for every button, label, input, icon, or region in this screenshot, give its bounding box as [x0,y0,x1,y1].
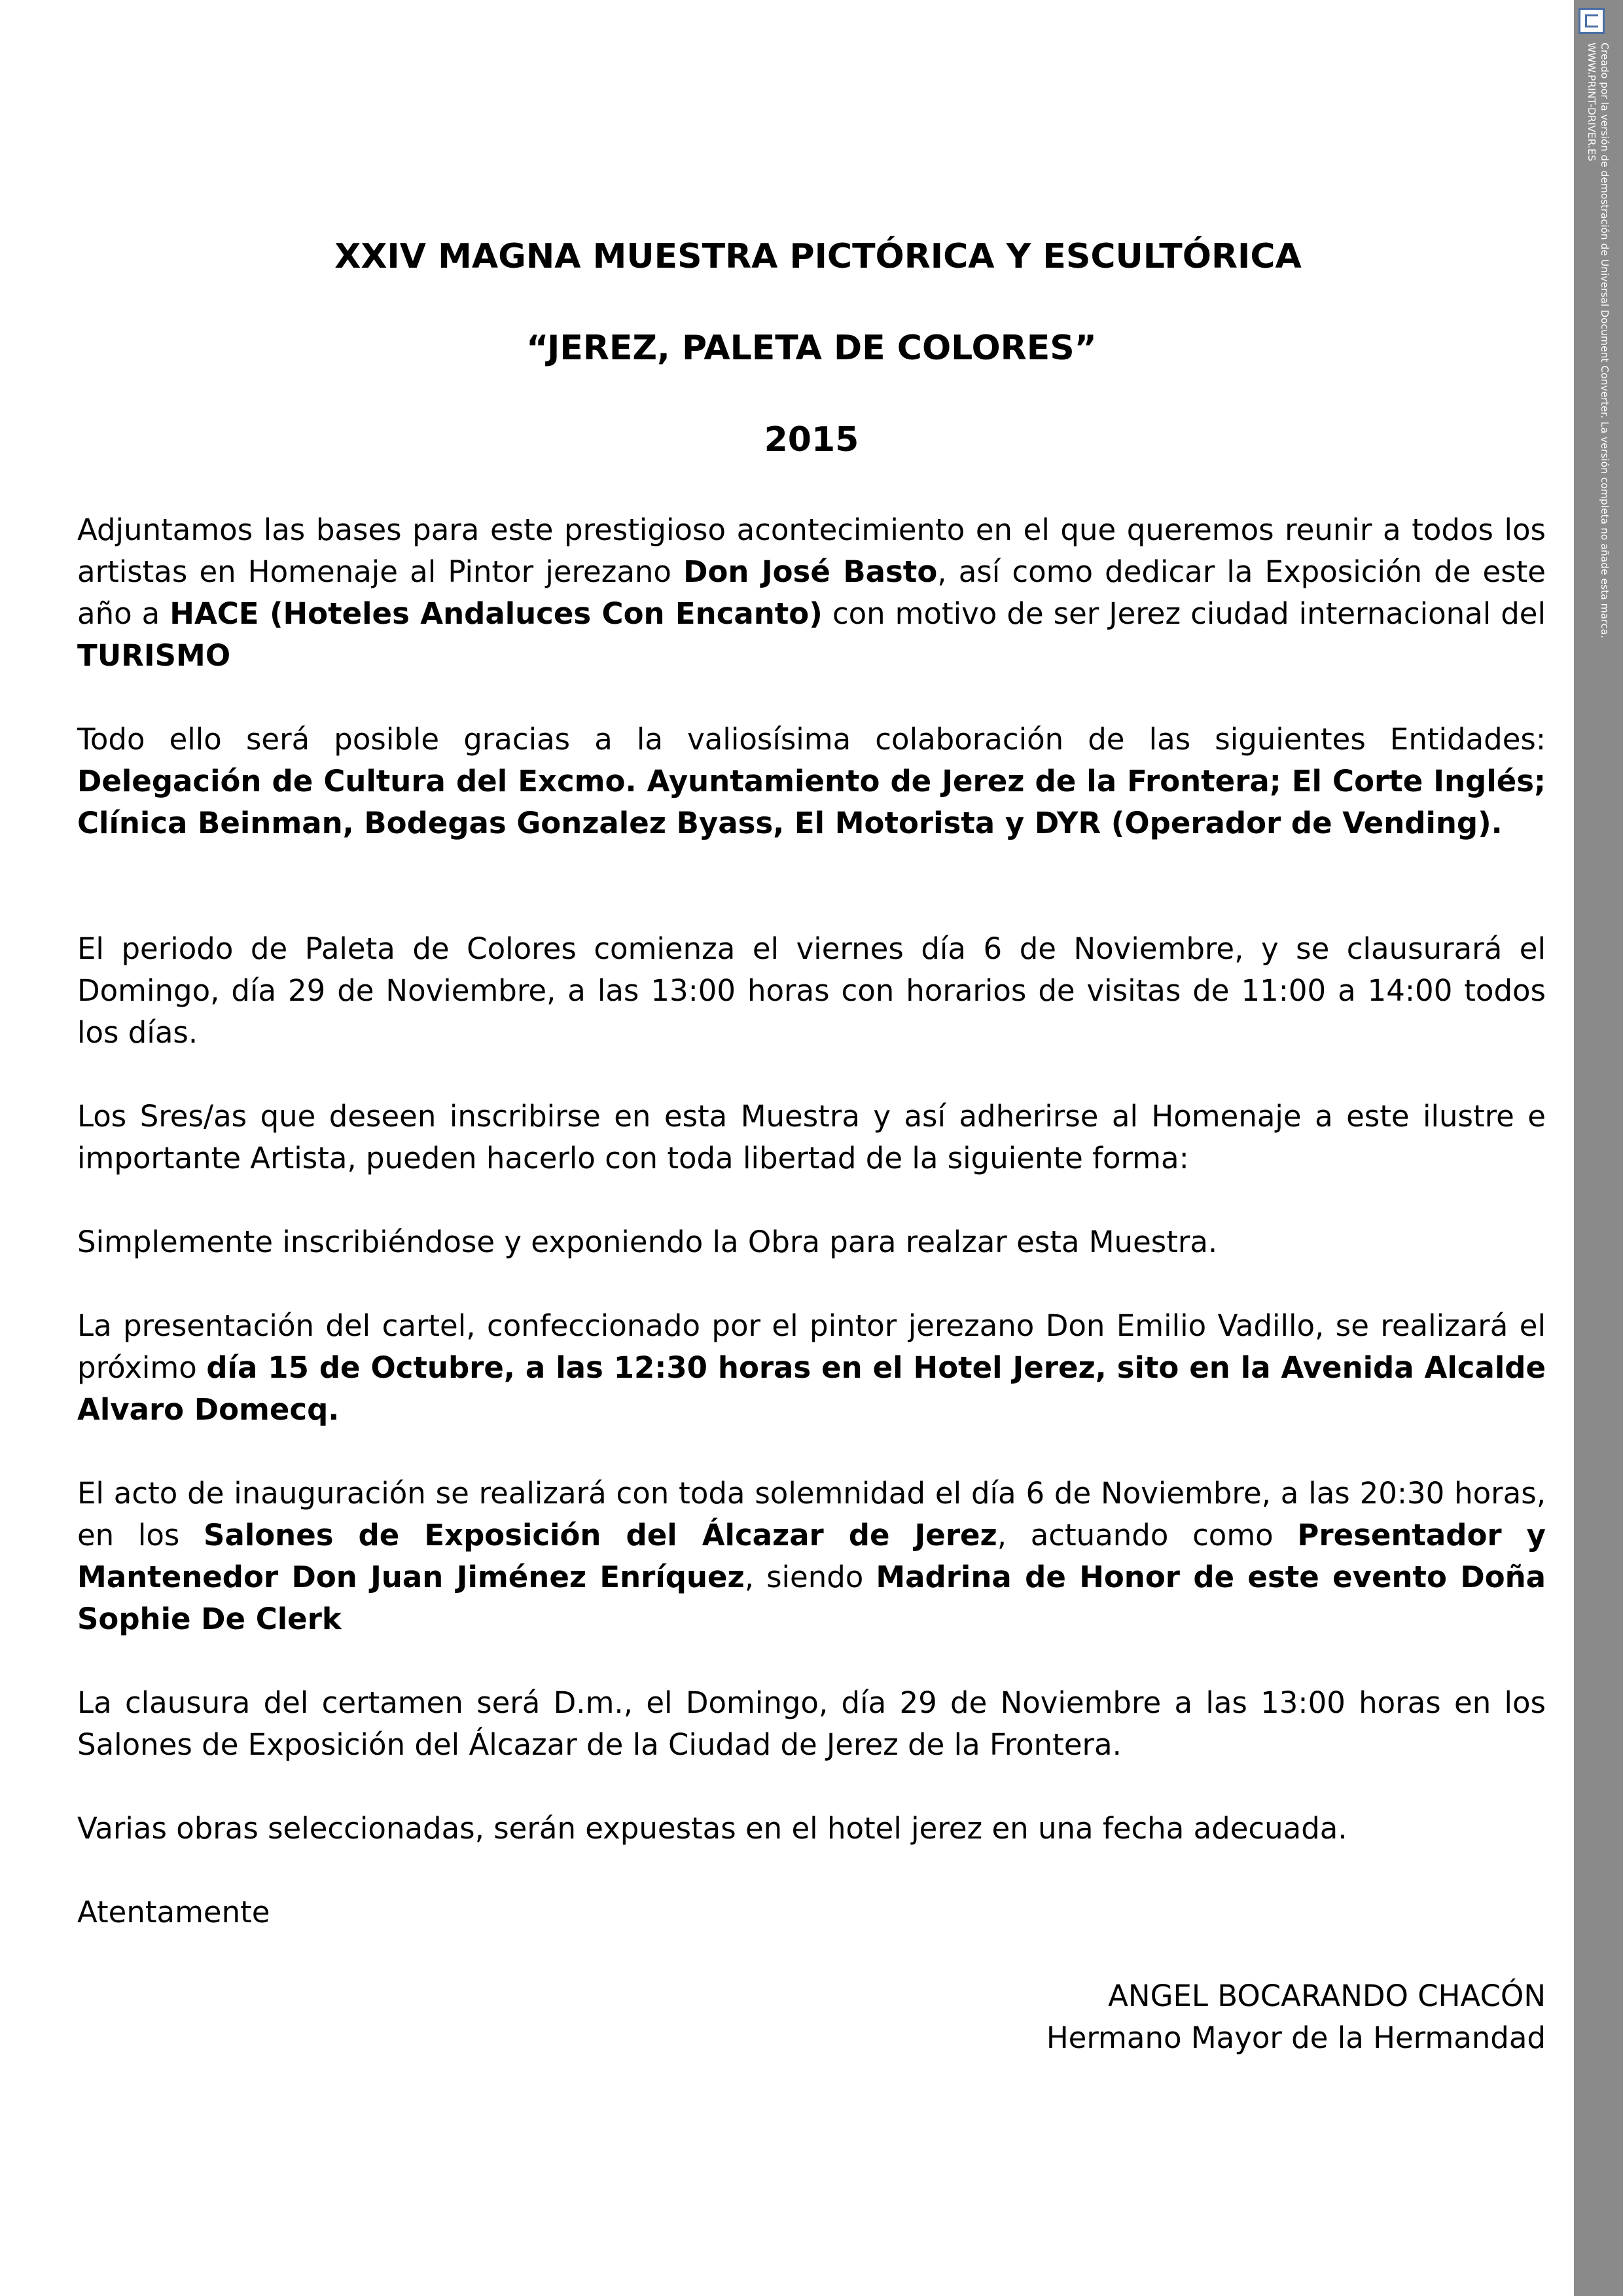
paragraph-closing-ceremony: La clausura del certamen será D.m., el Domingo, día 29 de Noviembre a las 13:00 horas en los Salones de Exposición del Álcazar de la Ciudad de Jerez de la Frontera. [77,1685,1546,1762]
paragraph-registration: Los Sres/as que deseen inscribirse en esta Muestra y así adherirse al Homenaje a este ilustre e importante Artista, pueden hacerlo con toda libertad de la siguiente forma: [77,1099,1546,1175]
bold-run: Delegación de Cultura del Excmo. Ayuntamiento de Jerez de la Frontera; El Corte Inglés; Clínica Beinman, Bodegas Gonzalez Byass, El Motorista y DYR (Operador de Vending). [77,764,1546,840]
bold-run: Don José Basto [683,554,938,589]
signature-block [785,1975,1546,2059]
bold-run: Salones de Exposición del Álcazar de Jerez [204,1518,997,1552]
text-run: , siendo [744,1560,876,1594]
udc-logo-icon [1578,8,1605,34]
bold-run: Presentador y Mantenedor Don Juan Jiménez Enríquez [77,1518,1546,1594]
watermark-line-2: WWW.PRINT-DRIVER.ES [1586,43,1597,162]
paragraph-inauguration [77,1473,1546,1640]
bold-run: TURISMO [77,638,231,673]
watermark-line-1: Creado por la versión de demostración de Universal Document Converter. La versión completa no añade esta marca. [1599,43,1611,639]
paragraph-registration-method: Simplemente inscribiéndose y exponiendo la Obra para realzar esta Muestra. [77,1225,1218,1259]
paragraph-sponsors [77,719,1546,844]
text-run: , así como dedicar la Exposición de este año a [77,554,1546,631]
text-run: Adjuntamos las bases para este prestigioso acontecimiento en el que queremos reunir a todos los artistas en Homenaje al Pintor jerezano [77,512,1546,589]
document-subtitle: “JEREZ, PALETA DE COLORES” [526,329,1097,368]
text-run: con motivo de ser Jerez ciudad internacional del [822,596,1546,631]
bold-run: día 15 de Octubre, a las 12:30 horas en el Hotel Jerez, sito en la Avenida Alcalde Alvaro Domecq. [77,1350,1546,1427]
text-run: Todo ello será posible gracias a la valiosísima colaboración de las siguientes Entidades: [77,722,1546,757]
bold-run: HACE (Hoteles Andaluces Con Encanto) [169,596,823,631]
paragraph-introduction [77,509,1546,677]
document-year: 2015 [764,420,859,459]
closing-salutation: Atentamente [77,1895,270,1929]
text-run: , actuando como [997,1518,1298,1552]
paragraph-selected-works: Varias obras seleccionadas, serán expuestas en el hotel jerez en una fecha adecuada. [77,1811,1347,1846]
signature-name: ANGEL BOCARANDO CHACÓN [1108,1979,1546,2013]
paragraph-period: El periodo de Paleta de Colores comienza el viernes día 6 de Noviembre, y se clausurará el Domingo, día 29 de Noviembre, a las 13:00 horas con horarios de visitas de 11:00 a 14:00 todos los días. [77,931,1546,1050]
document-title: XXIV MAGNA MUESTRA PICTÓRICA Y ESCULTÓRICA [334,237,1302,276]
text-run: El acto de inauguración se realizará con toda solemnidad el día 6 de Noviembre, a las 20:30 horas, en los [77,1476,1546,1552]
signature-role: Hermano Mayor de la Hermandad [1046,2020,1546,2055]
paragraph-poster-presentation [77,1305,1546,1431]
bold-run: Madrina de Honor de este evento Doña Sophie De Clerk [77,1560,1546,1636]
text-run: La presentación del cartel, confeccionado por el pintor jerezano Don Emilio Vadillo, se realizará el próximo [77,1308,1546,1385]
